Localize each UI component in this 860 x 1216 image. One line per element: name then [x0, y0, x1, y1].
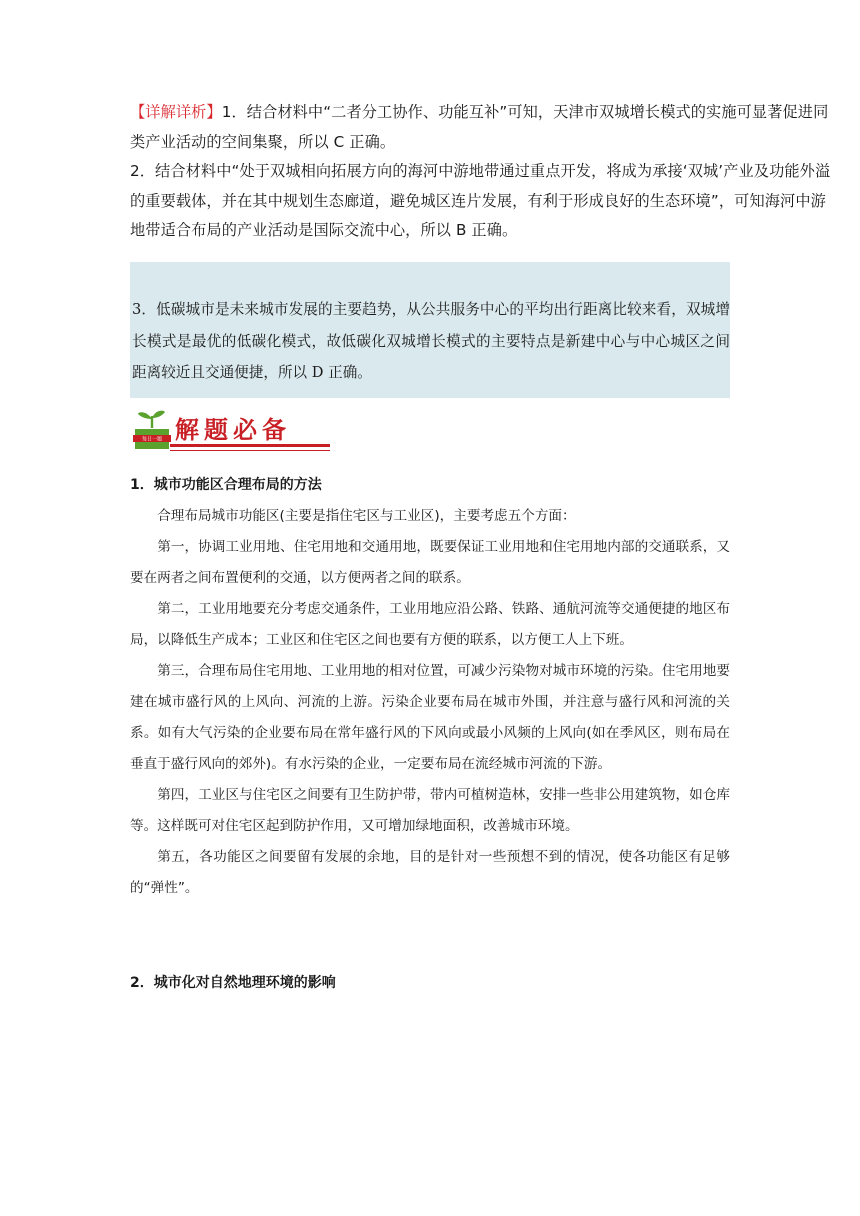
highlighted-answer-box: [130, 262, 730, 398]
section-1-item: 第二，工业用地要充分考虑交通条件，工业用地应沿公路、铁路、通航河流等交通便捷的地区布局，以降低生产成本；工业区和住宅区之间也要有方便的联系，以方便工人上下班。: [130, 601, 730, 648]
analysis-paragraph-2: 2．结合材料中“处于双城相向拓展方向的海河中游地带通过重点开发，将成为承接‘双城’产业及功能外溢的重要载体，并在其中规划生态廊道，避免城区连片发展，有利于形成良好的生态环境”，可知海河中游地带适合布局的产业活动是国际交流中心，所以 B 正确。: [130, 162, 831, 239]
banner-icon-label: 每日一题: [141, 436, 163, 443]
section-1: [130, 470, 730, 904]
section-1-item: 第五，各功能区之间要留有发展的余地，目的是针对一些预想不到的情况，使各功能区有足够的“弹性”。: [130, 849, 730, 896]
section-1-intro: 合理布局城市功能区(主要是指住宅区与工业区)，主要考虑五个方面：: [157, 508, 576, 524]
analysis-paragraph-1: [130, 98, 840, 157]
analysis-section: [130, 98, 840, 246]
section-1-item: 第四，工业区与住宅区之间要有卫生防护带，带内可植树造林，安排一些非公用建筑物，如仓库等。这样既可对住宅区起到防护作用，又可增加绿地面积，改善城市环境。: [130, 787, 730, 834]
analysis-tag: 【详解详析】: [130, 103, 222, 121]
section-1-item: 第三，合理布局住宅用地、工业用地的相对位置，可减少污染物对城市环境的污染。住宅用地要建在城市盛行风的上风向、河流的上游。污染企业要布局在城市外围，并注意与盛行风和河流的关系。如有大气污染的企业要布局在常年盛行风的下风向或最小风频的上风向(如在季风区，则布局在垂直于盛行风向的郊外)。有水污染的企业，一定要布局在流经城市河流的下游。: [130, 663, 730, 772]
banner-rule-thin: [170, 450, 330, 451]
sprout-book-icon: [130, 406, 174, 452]
banner-rule: [170, 444, 330, 447]
section-2-heading: 2．城市化对自然地理环境的影响: [130, 975, 336, 991]
section-1-item: 第一，协调工业用地、住宅用地和交通用地，既要保证工业用地和住宅用地内部的交通联系，又要在两者之间布置便利的交通，以方便两者之间的联系。: [130, 539, 730, 586]
section-banner: [130, 404, 330, 456]
analysis-text-1: 1．结合材料中“二者分工协作、功能互补”可知，天津市双城增长模式的实施可显著促进同类产业活动的空间集聚，所以 C 正确。: [130, 103, 829, 151]
section-1-heading: 1．城市功能区合理布局的方法: [130, 477, 322, 493]
banner-title: 解题必备: [175, 415, 291, 444]
analysis-paragraph-3: 3．低碳城市是未来城市发展的主要趋势，从公共服务中心的平均出行距离比较来看，双城增长模式是最优的低碳化模式，故低碳化双城增长模式的主要特点是新建中心与中心城区之间距离较近且交通便捷，所以 D 正确。: [132, 301, 730, 381]
